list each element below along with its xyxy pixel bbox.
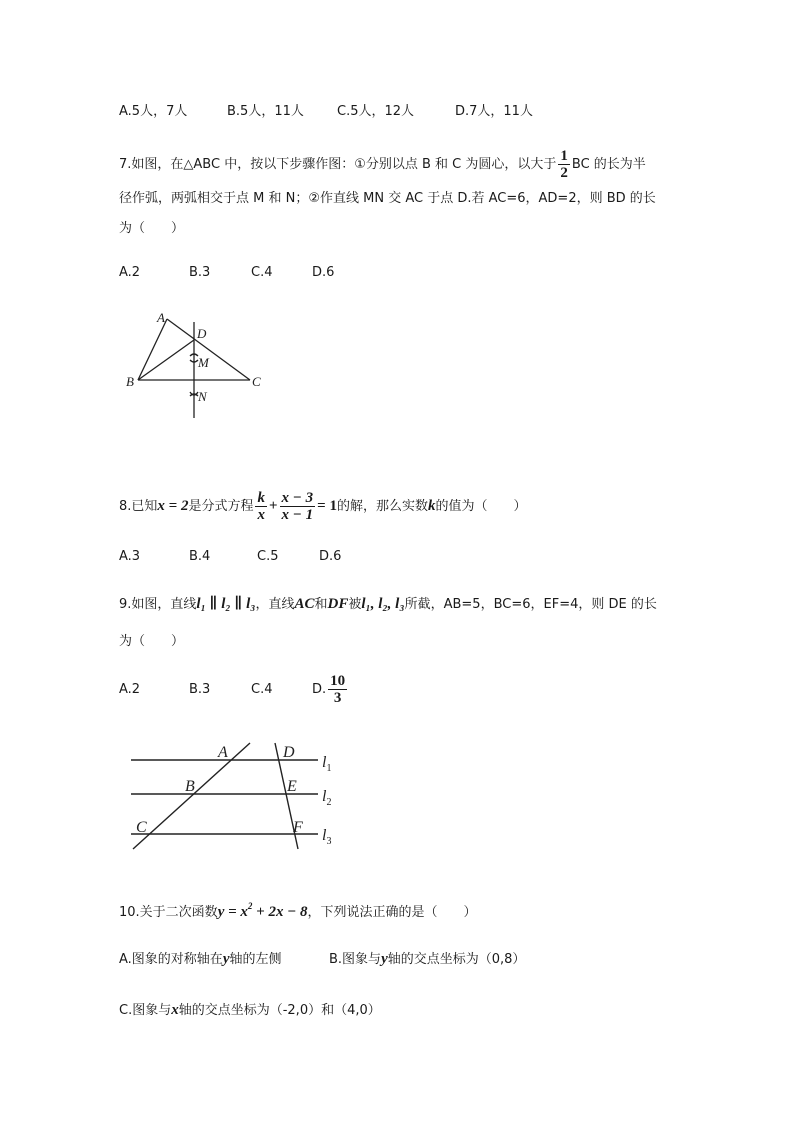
q8-suffix-b: 的值为（ ）	[435, 499, 527, 514]
q7-label-c: C	[252, 374, 261, 389]
q9-label-f: F	[293, 819, 303, 836]
q9-suffix: 所截，AB=5，BC=6，EF=4，则 DE 的长	[404, 597, 657, 612]
q7-label-n: N	[198, 389, 207, 404]
q10-opt-a-b: 轴的左侧	[229, 952, 282, 967]
q7-frac-num: 1	[560, 148, 568, 164]
q10-func-rest: + 2x − 8	[252, 904, 308, 920]
q7-label-d: D	[197, 326, 207, 341]
q7-option-d: D.6	[312, 265, 335, 280]
q8-f2-den: x − 1	[281, 507, 314, 523]
q10-opt-b-y: y	[381, 951, 388, 967]
q6-option-a: A.5人，7人	[119, 104, 188, 119]
q9-label-d: D	[283, 744, 295, 761]
q9-label-l1: $l_1$	[322, 754, 332, 774]
q9-stem-line2: 为（ ）	[119, 634, 185, 649]
q10-option-c	[119, 1000, 381, 1021]
q7-option-c: C.4	[251, 265, 273, 280]
q9-parallel: l₁ ∥ l₂ ∥ l₃	[196, 596, 256, 612]
q8-option-c: C.5	[257, 549, 279, 564]
q10-opt-c-a: C.图象与	[119, 1003, 172, 1018]
q9-option-a: A.2	[119, 682, 141, 697]
q10-stem	[119, 896, 477, 923]
q9-line-ac	[133, 743, 250, 849]
q9-ac: AC	[294, 596, 315, 612]
q10-opt-c-b: 轴的交点坐标为（-2,0）和（4,0）	[178, 1003, 381, 1018]
q6-option-d: D.7人，11人	[455, 104, 533, 119]
q9-optd-den: 3	[333, 690, 342, 706]
q10-prefix: 10.关于二次函数	[119, 905, 218, 920]
q6-option-c: C.5人，12人	[337, 104, 415, 119]
q10-opt-a-a: A.图象的对称轴在	[119, 952, 223, 967]
q7-label-m: M	[198, 355, 209, 370]
q8-f1-num: k	[257, 490, 265, 506]
q10-opt-a-y: y	[222, 951, 230, 967]
q9-lines: l₁, l₂, l₃	[361, 596, 405, 612]
q9-option-c: C.4	[251, 682, 273, 697]
q10-option-b	[329, 949, 525, 970]
q9-option-d-label: D.	[312, 682, 327, 697]
q10-function	[217, 901, 308, 920]
q8-plus: +	[268, 498, 278, 514]
q10-func-sup: 2	[247, 901, 253, 911]
q10-suffix: ，下列说法正确的是（ ）	[307, 905, 477, 920]
q10-option-a	[119, 949, 329, 970]
q9-optd-num: 10	[330, 673, 346, 689]
q9-mid2: 被	[348, 597, 362, 612]
q10-opt-c-x: x	[171, 1002, 179, 1018]
q8-condition: x = 2	[157, 498, 189, 514]
q7-stem-line2: 径作弧，两弧相交于点 M 和 N；②作直线 MN 交 AC 于点 D.若 AC=6，AD=2，则 BD 的长	[119, 191, 656, 206]
q7-label-b: B	[126, 374, 134, 389]
q7-text-a: 7.如图，在△ABC 中，按以下步骤作图：①分别以点 B 和 C 为圆心，以大于	[119, 157, 557, 172]
q10-opt-b-a: B.图象与	[329, 952, 382, 967]
q8-option-b: B.4	[189, 549, 211, 564]
q9-label-l2: $l_2$	[322, 788, 332, 808]
q9-df: DF	[327, 596, 349, 612]
q7-text-b: BC 的长为半	[571, 157, 646, 172]
q10-options-ab	[119, 949, 525, 970]
q9-label-a: A	[218, 744, 228, 761]
q7-option-a: A.2	[119, 265, 141, 280]
q8-mid: 是分式方程	[188, 499, 254, 514]
q7-frac-den: 2	[560, 165, 568, 181]
q10-func-y: y = x	[217, 904, 248, 920]
q9-label-c: C	[136, 819, 147, 836]
q6-option-b: B.5人，11人	[227, 104, 304, 119]
q8-prefix: 8.已知	[119, 499, 158, 514]
q9-prefix: 9.如图，直线	[119, 597, 197, 612]
q8-equals: = 1	[317, 498, 337, 514]
q9-label-e: E	[287, 778, 297, 795]
q9-and: 和	[314, 597, 328, 612]
q7-stem-line3: 为（ ）	[119, 221, 185, 236]
q7-option-b: B.3	[189, 265, 211, 280]
q9-label-l3: $l_3$	[322, 827, 332, 847]
q9-mid1: ，直线	[255, 597, 295, 612]
q8-k: k	[427, 498, 436, 514]
q10-opt-b-b: 轴的交点坐标为（0,8）	[387, 952, 526, 967]
q9-option-b: B.3	[189, 682, 211, 697]
q7-label-a: A	[157, 310, 165, 325]
q8-option-d: D.6	[319, 549, 342, 564]
q8-suffix-a: 的解，那么实数	[336, 499, 428, 514]
q8-f1-den: x	[257, 507, 265, 523]
q8-option-a: A.3	[119, 549, 141, 564]
q9-label-b: B	[185, 778, 195, 795]
q8-f2-num: x − 3	[281, 490, 314, 506]
